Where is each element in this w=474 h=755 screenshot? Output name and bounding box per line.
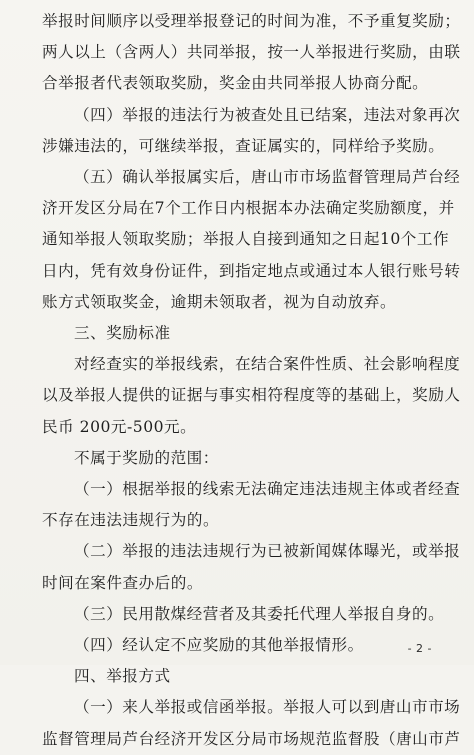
text-line: 举报时间顺序以受理举报登记的时间为准，不予重复奖励； (42, 12, 461, 30)
text-line: 日内，凭有效身份证件，到指定地点或通过本人银行账号转 (42, 261, 461, 280)
body-text (42, 6, 461, 755)
text-line: 账方式领取奖金，逾期未领取者，视为自动放弃。 (42, 292, 397, 311)
text-line: 两人以上（含两人）共同举报，按一人举报进行奖励，由联 (42, 43, 461, 62)
text-line: （三）民用散煤经营者及其委托代理人举报自身的。 (74, 604, 445, 623)
text-line: 对经查实的举报线索，在结合案件性质、社会影响程度 (74, 355, 461, 374)
text-line: （二）举报的违法违规行为已被新闻媒体曝光，或举报 (74, 542, 461, 561)
page-number: - 2 - (407, 642, 432, 655)
text-line: 涉嫌违法的，可继续举报，查证属实的，同样给予奖励。 (42, 136, 445, 155)
text-line: 监督管理局芦台经济开发区分局市场规范监督股（唐山市芦 (42, 729, 461, 748)
text-line: 民币 200元-500元。 (42, 417, 197, 436)
text-line: 不属于奖励的范围： (74, 448, 219, 467)
text-line: （五）确认举报属实后，唐山市市场监督管理局芦台经 (74, 168, 461, 187)
text-line: 济开发区分局在7个工作日内根据本办法确定奖励额度，并 (42, 199, 455, 218)
text-line: 合举报者代表领取奖励，奖金由共同举报人协商分配。 (42, 74, 429, 93)
text-line: 通知举报人领取奖励；举报人自接到通知之日起10个工作 (42, 230, 450, 249)
text-line: 四、举报方式 (74, 667, 171, 686)
text-line: （一）根据举报的线索无法确定违法违规主体或者经查 (74, 480, 461, 499)
text-line: （四）举报的违法行为被查处且已结案，违法对象再次 (74, 105, 461, 124)
text-line: 时间在案件查办后的。 (42, 573, 203, 592)
text-line: 三、奖励标准 (74, 324, 171, 343)
text-line: 不存在违法违规行为的。 (42, 511, 220, 530)
text-line: 以及举报人提供的证据与事实相符程度等的基础上，奖励人 (42, 386, 461, 405)
text-line: （一）来人举报或信函举报。举报人可以到唐山市市场 (74, 698, 461, 717)
text-line: （四）经认定不应奖励的其他举报情形。 (74, 636, 364, 655)
